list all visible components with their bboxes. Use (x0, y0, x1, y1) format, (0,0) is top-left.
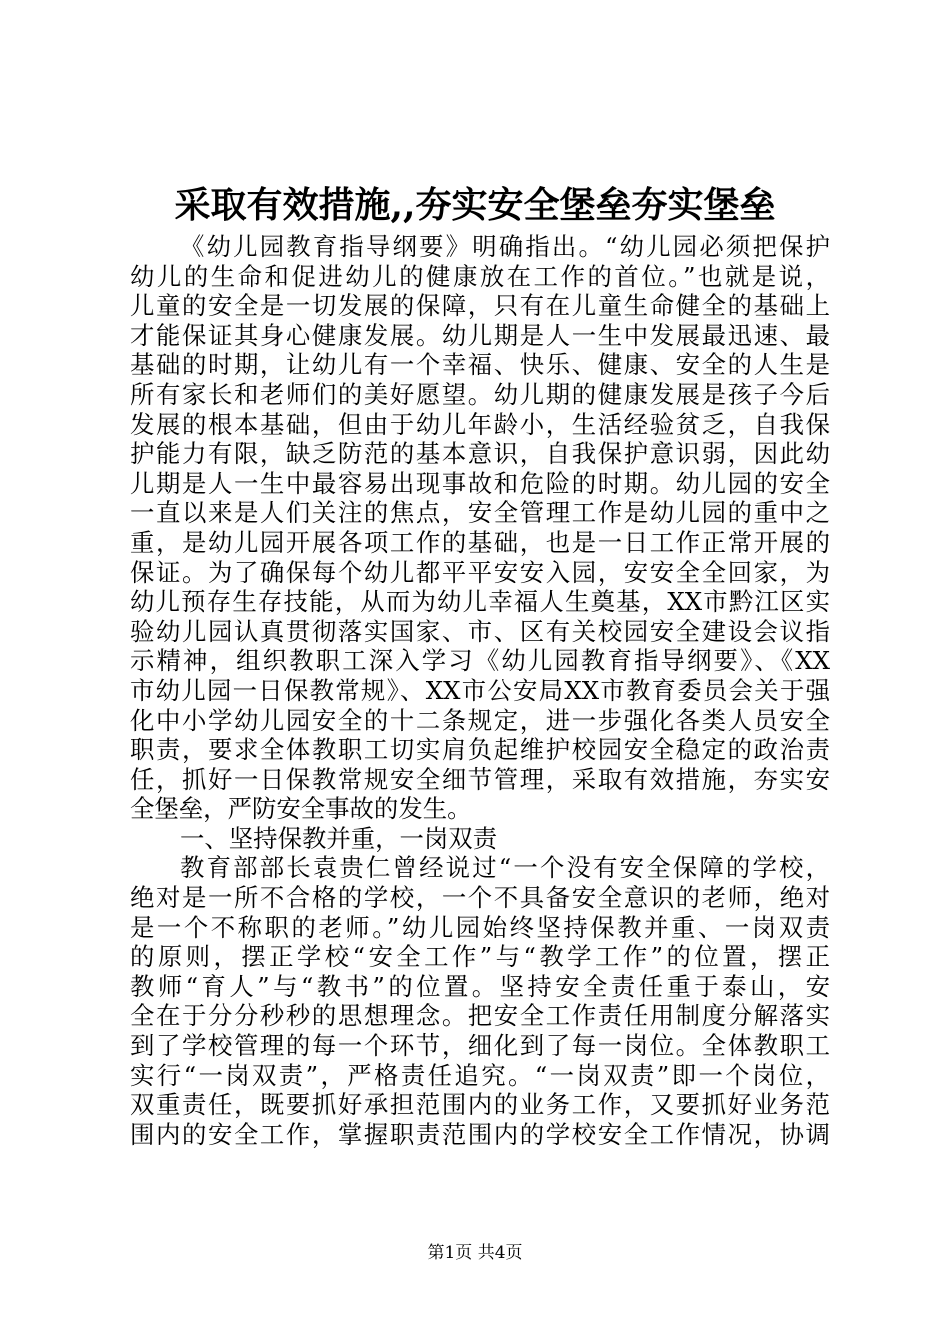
paragraph-line: 幼儿的生命和促进幼儿的健康放在工作的首位。”也就是说， (130, 261, 830, 291)
paragraph-line: 围内的安全工作，掌握职责范围内的学校安全工作情况，协调 (130, 1119, 830, 1149)
page-footer: 第1页 共4页 (427, 1243, 523, 1263)
paragraph-line: 保证。为了确保每个幼儿都平平安安入园，安安全全回家，为 (130, 557, 830, 587)
page-title: 采取有效措施,,夯实安全堡垒夯实堡垒 (174, 184, 776, 226)
paragraph-line: 一直以来是人们关注的焦点，安全管理工作是幼儿园的重中之 (130, 498, 830, 528)
paragraph-line: 全在于分分秒秒的思想理念。把安全工作责任用制度分解落实 (130, 1001, 830, 1031)
paragraph-line: 的原则，摆正学校“安全工作”与“教学工作”的位置，摆正 (130, 942, 830, 972)
paragraph-line: 幼儿预存生存技能，从而为幼儿幸福人生奠基，XX市黔江区实 (130, 587, 830, 617)
paragraph-line: 验幼儿园认真贯彻落实国家、市、区有关校园安全建设会议指 (130, 616, 830, 646)
paragraph-line: 基础的时期，让幼儿有一个幸福、快乐、健康、安全的人生是 (130, 350, 830, 380)
paragraph-line: 示精神，组织教职工深入学习《幼儿园教育指导纲要》、《XX (130, 646, 830, 676)
section-heading: 一、坚持保教并重，一岗双责 (180, 823, 498, 853)
paragraph-line: 是一个不称职的老师。”幼儿园始终坚持保教并重、一岗双责 (130, 912, 830, 942)
document-body (130, 232, 830, 1149)
paragraph-line: 职责，要求全体教职工切实肩负起维护校园安全稳定的政治责 (130, 735, 830, 765)
paragraph-line: 护能力有限，缺乏防范的基本意识，自我保护意识弱，因此幼 (130, 439, 830, 469)
paragraph-line: 《幼儿园教育指导纲要》明确指出。“幼儿园必须把保护 (180, 232, 830, 261)
paragraph-line: 任，抓好一日保教常规安全细节管理，采取有效措施，夯实安 (130, 764, 830, 794)
paragraph-line: 才能保证其身心健康发展。幼儿期是人一生中发展最迅速、最 (130, 320, 830, 350)
paragraph-line: 双重责任，既要抓好承担范围内的业务工作，又要抓好业务范 (130, 1090, 830, 1120)
paragraph-line: 儿童的安全是一切发展的保障，只有在儿童生命健全的基础上 (130, 291, 830, 321)
paragraph-line: 所有家长和老师们的美好愿望。幼儿期的健康发展是孩子今后 (130, 379, 830, 409)
paragraph-line: 绝对是一所不合格的学校，一个不具备安全意识的老师，绝对 (130, 883, 830, 913)
paragraph-line: 重，是幼儿园开展各项工作的基础，也是一日工作正常开展的 (130, 527, 830, 557)
paragraph-line: 实行“一岗双责”，严格责任追究。“一岗双责”即一个岗位， (130, 1060, 830, 1090)
paragraph-line: 到了学校管理的每一个环节，细化到了每一岗位。全体教职工 (130, 1031, 830, 1061)
paragraph-line: 发展的根本基础，但由于幼儿年龄小，生活经验贫乏，自我保 (130, 409, 830, 439)
paragraph-line: 市幼儿园一日保教常规》、XX市公安局XX市教育委员会关于强 (130, 675, 830, 705)
paragraph-line: 儿期是人一生中最容易出现事故和危险的时期。幼儿园的安全 (130, 468, 830, 498)
paragraph-line: 全堡垒，严防安全事故的发生。 (130, 794, 472, 824)
paragraph-line: 化中小学幼儿园安全的十二条规定，进一步强化各类人员安全 (130, 705, 830, 735)
paragraph-line: 教育部部长袁贵仁曾经说过“一个没有安全保障的学校， (180, 853, 830, 883)
paragraph-line: 教师“育人”与“教书”的位置。坚持安全责任重于泰山，安 (130, 971, 830, 1001)
